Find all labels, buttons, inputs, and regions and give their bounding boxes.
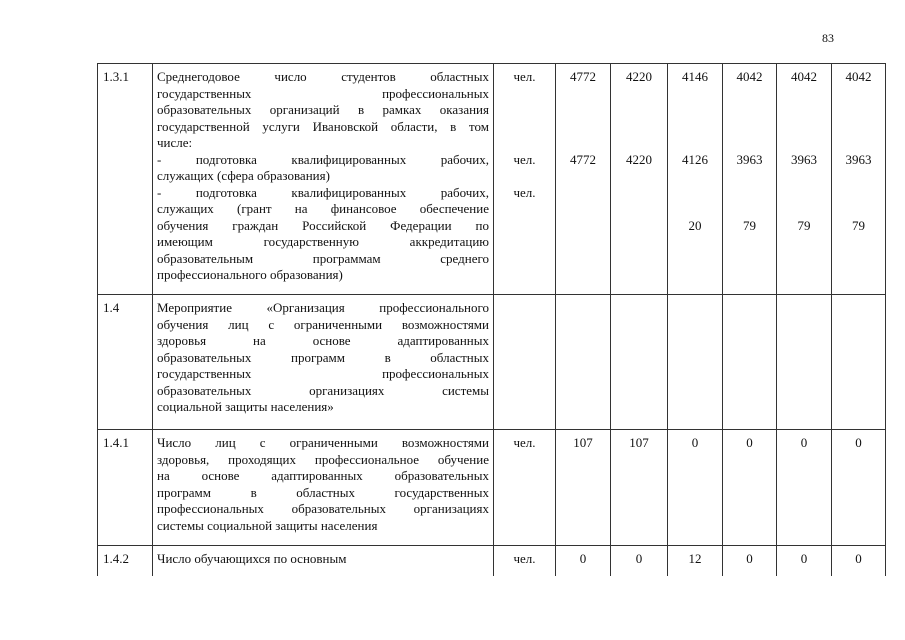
indicator-value: 0 — [800, 435, 808, 450]
indicator-value — [832, 86, 885, 103]
indicator-value — [611, 86, 667, 103]
row-description — [153, 295, 494, 430]
indicator-value — [668, 168, 722, 185]
indicator-value: 0 — [746, 435, 753, 450]
value-cell-year-4 — [723, 546, 777, 576]
unit-value: чел. — [513, 551, 536, 566]
value-cell-year-5 — [777, 295, 832, 430]
unit-value: чел. — [513, 69, 536, 84]
indicator-value: 3963 — [791, 151, 817, 167]
description-line: здоровья на основе адаптированных — [157, 333, 489, 348]
indicator-value: 4042 — [736, 69, 763, 84]
description-line: числе: — [157, 135, 193, 150]
value-cell-year-3 — [668, 430, 723, 546]
value-cell-year-1 — [556, 546, 611, 576]
indicator-value: 4042 — [845, 69, 872, 84]
indicator-value — [556, 201, 610, 218]
indicator-value — [668, 300, 722, 317]
indicator-value — [723, 135, 776, 152]
indicator-value — [556, 135, 610, 152]
value-cell-year-5 — [777, 430, 832, 546]
value-cell-year-1 — [556, 64, 611, 295]
value-cell-year-6 — [832, 64, 886, 295]
indicator-value: 0 — [635, 551, 643, 566]
row-description — [153, 64, 494, 295]
description-line: здоровья, проходящих профессиональное обучение — [157, 451, 489, 467]
row-number: 1.3.1 — [98, 64, 153, 295]
indicator-value — [777, 135, 831, 152]
indicator-value — [777, 168, 831, 185]
indicator-value — [668, 86, 722, 103]
indicator-value — [777, 300, 831, 317]
unit-value: чел. — [513, 184, 536, 200]
indicator-value: 3963 — [736, 151, 763, 167]
description-line: образовательных программ в областных — [157, 349, 489, 365]
indicator-value — [777, 185, 831, 202]
indicator-value — [668, 102, 722, 119]
value-cell-year-1 — [556, 295, 611, 430]
indicator-value — [611, 135, 667, 152]
description-line: профессионального образования) — [157, 267, 343, 282]
description-line: на основе адаптированных образовательных — [157, 468, 489, 483]
unit-value — [494, 168, 555, 185]
row-description — [153, 546, 494, 576]
indicator-value: 0 — [800, 551, 808, 566]
description-line: обучения граждан Российской Федерации по — [157, 217, 489, 233]
description-line: образовательным программам среднего — [157, 250, 489, 266]
indicator-value: 20 — [688, 217, 702, 233]
indicator-value: 4220 — [626, 69, 652, 84]
indicator-value — [777, 119, 831, 136]
indicator-value — [723, 201, 776, 218]
description-line: Мероприятие «Организация профессионального — [157, 300, 489, 315]
unit-value — [494, 102, 555, 119]
indicator-value — [611, 218, 667, 235]
indicators-table — [97, 63, 886, 576]
description-line: государственных профессиональных — [157, 366, 489, 381]
description-line: программ в областных государственных — [157, 484, 489, 500]
indicator-value — [556, 86, 610, 103]
description-line: образовательных организаций в рамках оказания — [157, 102, 489, 117]
description-line: Число лиц с ограниченными возможностями — [157, 435, 489, 450]
indicator-value — [668, 201, 722, 218]
indicator-value: 4146 — [682, 69, 708, 84]
value-cell-year-3 — [668, 64, 723, 295]
indicator-value — [556, 119, 610, 136]
indicator-value — [723, 185, 776, 202]
indicator-value: 0 — [855, 435, 862, 450]
indicator-value — [723, 300, 776, 317]
indicator-value: 4126 — [682, 151, 708, 167]
description-line: имеющим государственную аккредитацию — [157, 234, 489, 249]
indicator-value — [611, 300, 667, 317]
indicator-value — [832, 135, 885, 152]
unit-value — [494, 300, 555, 317]
indicator-value — [832, 119, 885, 136]
indicator-value — [777, 102, 831, 119]
unit-value — [494, 135, 555, 152]
indicator-value — [668, 185, 722, 202]
indicator-value — [556, 300, 610, 317]
indicator-value — [668, 135, 722, 152]
indicator-value — [556, 185, 610, 202]
unit-cell — [494, 295, 556, 430]
indicator-value — [668, 119, 722, 136]
indicator-value: 0 — [746, 551, 753, 566]
indicator-value — [832, 185, 885, 202]
indicator-value: 0 — [691, 435, 699, 450]
page-number: 83 — [822, 31, 834, 45]
unit-value — [494, 119, 555, 136]
value-cell-year-6 — [832, 546, 886, 576]
indicator-value — [723, 168, 776, 185]
indicator-value — [556, 168, 610, 185]
indicator-value — [723, 86, 776, 103]
indicator-value — [832, 102, 885, 119]
description-line: системы социальной защиты населения — [157, 517, 378, 533]
indicator-value — [556, 102, 610, 119]
indicator-value — [832, 300, 885, 317]
indicator-value — [611, 119, 667, 136]
unit-cell — [494, 64, 556, 295]
indicator-value: 79 — [743, 217, 756, 233]
description-line: - подготовка квалифицированных рабочих, — [157, 151, 489, 167]
indicator-value: 107 — [629, 435, 649, 450]
value-cell-year-2 — [611, 295, 668, 430]
row-number: 1.4 — [98, 295, 153, 430]
table-row — [98, 546, 886, 576]
value-cell-year-5 — [777, 64, 832, 295]
indicator-value: 12 — [688, 551, 702, 566]
description-line: профессиональных образовательных организациях — [157, 501, 489, 516]
indicator-value — [777, 201, 831, 218]
unit-cell — [494, 430, 556, 546]
row-description — [153, 430, 494, 546]
row-number: 1.4.2 — [98, 546, 153, 576]
indicator-value — [556, 218, 610, 235]
table-row — [98, 295, 886, 430]
indicator-value — [611, 102, 667, 119]
indicator-value: 0 — [579, 551, 587, 566]
description-line: обучения лиц с ограниченными возможностями — [157, 316, 489, 332]
indicator-value — [723, 119, 776, 136]
indicator-value — [611, 201, 667, 218]
value-cell-year-3 — [668, 295, 723, 430]
description-line: государственной услуги Ивановской области, в том — [157, 118, 489, 134]
description-line: служащих (сфера образования) — [157, 168, 330, 183]
indicator-value: 79 — [852, 217, 865, 233]
value-cell-year-2 — [611, 64, 668, 295]
indicator-value: 107 — [573, 435, 593, 450]
row-number: 1.4.1 — [98, 430, 153, 546]
indicator-value: 4042 — [791, 69, 817, 84]
indicator-value — [611, 168, 667, 185]
description-line: Среднегодовое число студентов областных — [157, 69, 489, 84]
unit-cell — [494, 546, 556, 576]
indicator-value — [723, 102, 776, 119]
value-cell-year-3 — [668, 546, 723, 576]
description-line: Число обучающихся по основным — [157, 551, 347, 566]
value-cell-year-4 — [723, 430, 777, 546]
unit-value: чел. — [513, 151, 536, 167]
indicator-value: 4772 — [570, 69, 596, 84]
value-cell-year-2 — [611, 546, 668, 576]
description-line: - подготовка квалифицированных рабочих, — [157, 184, 489, 200]
table-row — [98, 430, 886, 546]
value-cell-year-6 — [832, 430, 886, 546]
description-line: образовательных организациях системы — [157, 382, 489, 398]
description-line: служащих (грант на финансовое обеспечение — [157, 201, 489, 216]
indicator-value: 4772 — [570, 151, 596, 167]
value-cell-year-5 — [777, 546, 832, 576]
unit-value — [494, 86, 555, 103]
value-cell-year-4 — [723, 295, 777, 430]
description-line: социальной защиты населения» — [157, 399, 334, 414]
description-line: государственных профессиональных — [157, 85, 489, 101]
value-cell-year-2 — [611, 430, 668, 546]
indicator-value — [611, 185, 667, 202]
indicator-value: 0 — [855, 551, 862, 566]
value-cell-year-1 — [556, 430, 611, 546]
indicator-value — [777, 86, 831, 103]
table-row — [98, 64, 886, 295]
value-cell-year-4 — [723, 64, 777, 295]
indicator-value: 3963 — [845, 151, 872, 167]
indicator-value: 4220 — [626, 151, 652, 167]
indicator-value: 79 — [797, 217, 811, 233]
indicator-value — [832, 201, 885, 218]
unit-value: чел. — [513, 435, 536, 450]
indicator-value — [832, 168, 885, 185]
value-cell-year-6 — [832, 295, 886, 430]
